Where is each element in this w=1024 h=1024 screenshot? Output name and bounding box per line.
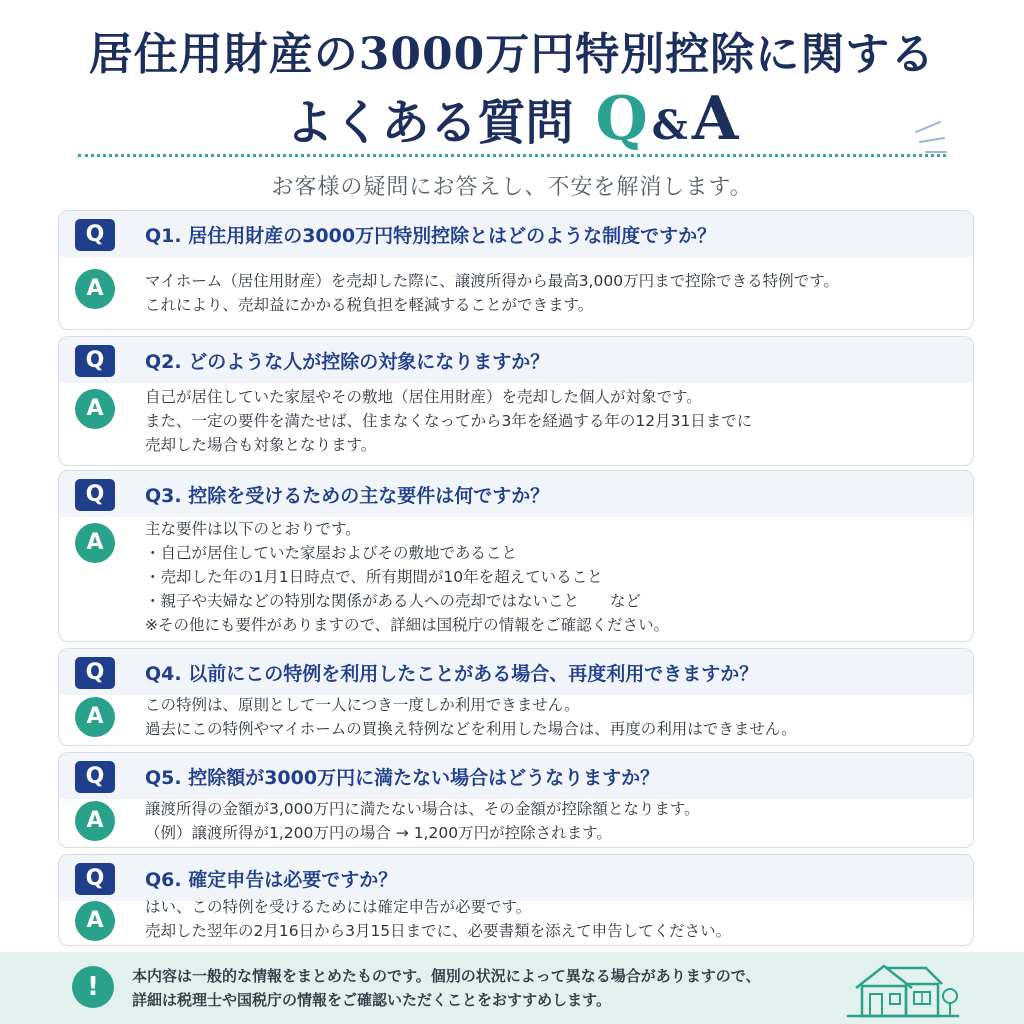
a-badge: A <box>75 697 115 737</box>
answer-text <box>145 797 700 845</box>
faq-card-2 <box>58 336 974 466</box>
answer-line: ・売却した年の1月1日時点で、所有期間が10年を超えていること <box>145 568 603 586</box>
answer-line: これにより、売却益にかかる税負担を軽減することができます。 <box>145 296 594 314</box>
question-text: Q3. 控除を受けるための主な要件は何ですか？ <box>145 485 550 507</box>
answer-line: 売却した場合も対象となります。 <box>145 436 377 454</box>
answer-line: 主な要件は以下のとおりです。 <box>145 520 361 538</box>
answer-line: （例）譲渡所得が1,200万円の場合 → 1,200万円が控除されます。 <box>145 824 612 842</box>
answer-text <box>145 517 669 637</box>
q-badge: Q <box>75 219 115 251</box>
page-title-line1: 居住用財産の3000万円特別控除に関する <box>88 29 936 80</box>
exclamation-icon: ! <box>72 966 114 1008</box>
q-badge: Q <box>75 761 115 793</box>
a-badge: A <box>75 389 115 429</box>
title-q-letter: Q <box>595 84 648 154</box>
faq-card-4 <box>58 648 974 746</box>
footer-line: 本内容は一般的な情報をまとめたものです。個別の状況によって異なる場合がありますので、 <box>132 967 761 985</box>
question-text: Q1. 居住用財産の3000万円特別控除とはどのような制度ですか？ <box>145 225 717 247</box>
answer-line: ・自己が居住していた家屋およびその敷地であること <box>145 544 518 562</box>
question-row <box>59 471 973 517</box>
house-icon <box>846 960 960 1020</box>
question-row <box>59 649 973 695</box>
a-badge: A <box>75 269 115 309</box>
answer-line: 譲渡所得の金額が3,000万円に満たない場合は、その金額が控除額となります。 <box>145 800 700 818</box>
answer-line: また、一定の要件を満たせば、住まなくなってから3年を経過する年の12月31日までに <box>145 412 753 430</box>
q-badge: Q <box>75 657 115 689</box>
question-text: Q4. 以前にこの特例を利用したことがある場合、再度利用できますか？ <box>145 663 759 685</box>
a-badge: A <box>75 523 115 563</box>
title-a-letter: A <box>691 84 739 154</box>
q-badge: Q <box>75 863 115 895</box>
question-text: Q6. 確定申告は必要ですか？ <box>145 869 398 891</box>
title-ampersand: & <box>651 102 688 149</box>
footer-text <box>132 964 761 1012</box>
answer-line: 売却した翌年の2月16日から3月15日までに、必要書類を添えて申告してください。 <box>145 922 732 940</box>
answer-text <box>145 895 731 943</box>
question-row <box>59 337 973 383</box>
title-text: よくある質問 <box>285 95 574 151</box>
answer-line: 過去にこの特例やマイホームの買換え特例などを利用した場合は、再度の利用はできません。 <box>145 720 797 738</box>
page-title-line2 <box>0 84 1024 154</box>
faq-card-1 <box>58 210 974 330</box>
q-badge: Q <box>75 345 115 377</box>
question-row <box>59 753 973 799</box>
answer-line: ※その他にも要件がありますので、詳細は国税庁の情報をご確認ください。 <box>145 616 670 634</box>
a-badge: A <box>75 801 115 841</box>
answer-line: 自己が居住していた家屋やその敷地（居住用財産）を売却した個人が対象です。 <box>145 388 702 406</box>
faq-card-5 <box>58 752 974 848</box>
footer-line: 詳細は税理士や国税庁の情報をご確認いただくことをおすすめします。 <box>132 991 611 1009</box>
answer-text <box>145 269 839 317</box>
answer-text <box>145 385 752 457</box>
page-subtitle: お客様の疑問にお答えし、不安を解消します。 <box>271 175 753 200</box>
answer-line: はい、この特例を受けるためには確定申告が必要です。 <box>145 898 532 916</box>
answer-text <box>145 693 797 741</box>
question-text: Q2. どのような人が控除の対象になりますか？ <box>145 351 550 373</box>
answer-line: この特例は、原則として一人につき一度しか利用できません。 <box>145 696 580 714</box>
answer-line: マイホーム（居住用財産）を売却した際に、譲渡所得から最高3,000万円まで控除できる特例です。 <box>145 272 839 290</box>
q-badge: Q <box>75 479 115 511</box>
a-badge: A <box>75 901 115 941</box>
title-divider <box>78 154 946 157</box>
sparkle-icon <box>910 118 950 158</box>
question-text: Q5. 控除額が3000万円に満たない場合はどうなりますか？ <box>145 767 660 789</box>
question-row <box>59 211 973 257</box>
answer-line: ・親子や夫婦などの特別な関係がある人への売却ではないこと など <box>145 592 642 610</box>
faq-card-6 <box>58 854 974 946</box>
faq-card-3 <box>58 470 974 642</box>
footer-notice <box>0 952 1024 1024</box>
